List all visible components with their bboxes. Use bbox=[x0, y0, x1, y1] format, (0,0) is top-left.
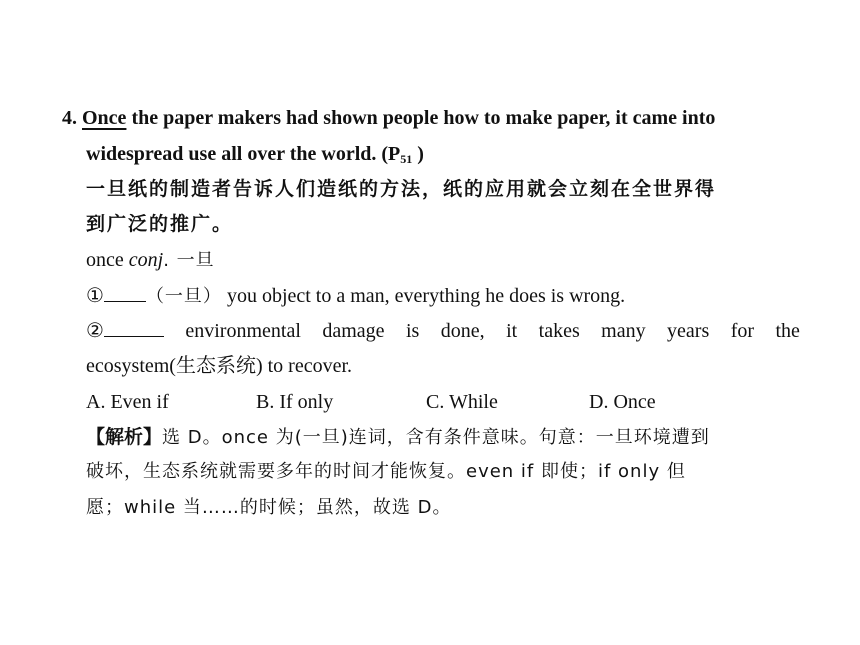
question-number: 4. bbox=[62, 107, 77, 129]
vocab-word: once bbox=[86, 249, 129, 271]
question-line-1 bbox=[62, 105, 802, 131]
exercise-1 bbox=[86, 283, 800, 310]
option-c[interactable]: C. While bbox=[426, 391, 498, 413]
question-sentence-part: the paper makers had shown people how to make paper, it came into bbox=[126, 107, 716, 129]
question-line-2 bbox=[86, 141, 800, 172]
exercise-2-word: done, bbox=[440, 320, 485, 342]
analysis-text-1: 选 D。once 为(一旦)连词，含有条件意味。句意：一旦环境遭到 bbox=[162, 427, 710, 448]
exercise-1-hint: （一旦） bbox=[145, 286, 222, 307]
exercise-2-word: years bbox=[667, 320, 710, 342]
vocab-part-of-speech: conj bbox=[128, 249, 164, 271]
answer-blank-1[interactable] bbox=[104, 283, 146, 302]
exercise-1-marker: ① bbox=[86, 285, 104, 307]
analysis-line-3: 愿；while 当……的时候；虽然，故选 D。 bbox=[86, 497, 452, 518]
exercise-2-marker: ② bbox=[86, 320, 104, 342]
vocab-meaning: . 一旦 bbox=[163, 250, 215, 271]
answer-blank-2[interactable] bbox=[104, 318, 164, 337]
exercise-2-line-2: ecosystem(生态系统) to recover. bbox=[86, 355, 353, 377]
exercise-2-word: many bbox=[601, 320, 646, 342]
answer-options bbox=[86, 389, 800, 415]
exercise-2-word: the bbox=[775, 320, 800, 342]
exercise-2-word: environmental bbox=[185, 320, 301, 342]
vocab-entry bbox=[86, 247, 800, 274]
exercise-2-word: takes bbox=[538, 320, 580, 342]
exercise-2-word: it bbox=[506, 320, 518, 342]
underlined-word: Once bbox=[82, 107, 127, 129]
question-sentence-end: widespread use all over the world. bbox=[86, 143, 377, 165]
exercise-2-word: damage bbox=[322, 320, 385, 342]
option-b[interactable]: B. If only bbox=[256, 391, 334, 413]
exercise-1-text: you object to a man, everything he does is wrong. bbox=[221, 285, 626, 307]
analysis-line-2: 破坏，生态系统就需要多年的时间才能恢复。even if 即使；if only 但 bbox=[86, 461, 686, 482]
exercise-2-line-1 bbox=[86, 318, 800, 344]
page-reference: ($P_{51}$ ) bbox=[376, 143, 424, 166]
analysis-label: 【解析】 bbox=[86, 426, 163, 448]
translation-line-2: 到广泛的推广。 bbox=[86, 213, 234, 235]
analysis-line-1 bbox=[86, 424, 800, 451]
exercise-2-word: for bbox=[730, 320, 755, 342]
translation-line-1: 一旦纸的制造者告诉人们造纸的方法，纸的应用就会立刻在全世界得 bbox=[86, 178, 717, 200]
exercise-2-word: is bbox=[405, 320, 420, 342]
option-a[interactable]: A. Even if bbox=[86, 391, 169, 413]
exercise-2-start bbox=[86, 318, 164, 344]
option-d[interactable]: D. Once bbox=[589, 391, 656, 413]
